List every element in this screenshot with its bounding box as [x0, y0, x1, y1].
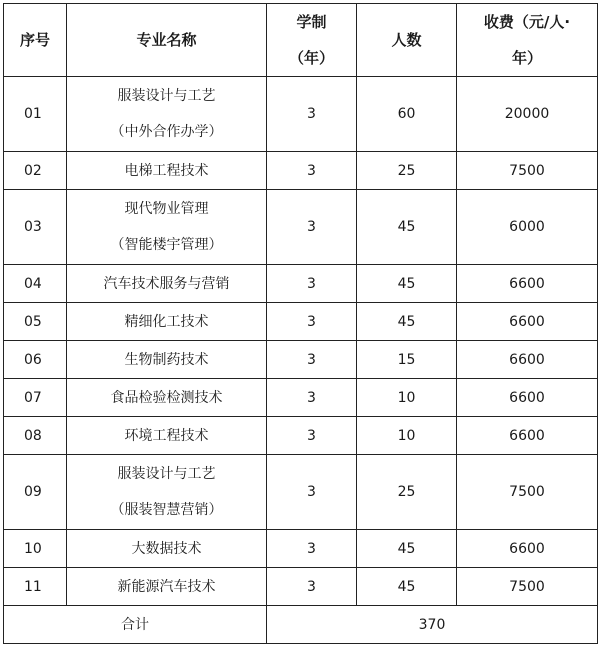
row-count: 45	[357, 530, 457, 568]
header-fee-line2: 年）	[511, 49, 542, 67]
row-count: 60	[357, 77, 457, 152]
row-count: 10	[357, 417, 457, 455]
row-seq: 05	[4, 303, 67, 341]
row-seq: 09	[4, 455, 67, 530]
row-seq: 03	[4, 190, 67, 265]
table-row	[4, 530, 598, 568]
header-count: 人数	[357, 4, 457, 77]
row-years: 3	[267, 303, 357, 341]
row-years: 3	[267, 455, 357, 530]
row-seq: 11	[4, 568, 67, 606]
row-years: 3	[267, 77, 357, 152]
row-fee: 7500	[457, 455, 598, 530]
row-count: 25	[357, 152, 457, 190]
row-major-line2: （服装智慧营销）	[110, 502, 223, 518]
row-count: 10	[357, 379, 457, 417]
row-count: 45	[357, 265, 457, 303]
total-value: 370	[267, 606, 598, 644]
row-major: 电梯工程技术	[67, 152, 267, 190]
header-duration	[267, 4, 357, 77]
header-seq: 序号	[4, 4, 67, 77]
row-count: 15	[357, 341, 457, 379]
row-count: 45	[357, 303, 457, 341]
row-years: 3	[267, 379, 357, 417]
table-row	[4, 77, 598, 152]
table-row	[4, 455, 598, 530]
table-row	[4, 379, 598, 417]
row-seq: 07	[4, 379, 67, 417]
header-row	[4, 4, 598, 77]
row-major: 新能源汽车技术	[67, 568, 267, 606]
row-major: 生物制药技术	[67, 341, 267, 379]
header-duration-line1: 学制	[296, 13, 327, 31]
table-row	[4, 190, 598, 265]
row-major: 大数据技术	[67, 530, 267, 568]
row-seq: 06	[4, 341, 67, 379]
row-seq: 08	[4, 417, 67, 455]
row-count: 45	[357, 190, 457, 265]
header-duration-line2: （年）	[288, 49, 334, 67]
total-row	[4, 606, 598, 644]
row-years: 3	[267, 341, 357, 379]
row-major	[67, 77, 267, 152]
header-fee-line1: 收费（元/人·	[483, 13, 571, 31]
row-count: 25	[357, 455, 457, 530]
table-row	[4, 265, 598, 303]
row-fee: 6000	[457, 190, 598, 265]
row-years: 3	[267, 152, 357, 190]
row-years: 3	[267, 568, 357, 606]
row-major-line2: （智能楼宇管理）	[110, 237, 223, 253]
table-row	[4, 341, 598, 379]
row-seq: 01	[4, 77, 67, 152]
row-major: 食品检验检测技术	[67, 379, 267, 417]
row-major: 环境工程技术	[67, 417, 267, 455]
row-major-line1: 服装设计与工艺	[117, 88, 216, 104]
row-years: 3	[267, 265, 357, 303]
row-major	[67, 190, 267, 265]
row-years: 3	[267, 190, 357, 265]
row-count: 45	[357, 568, 457, 606]
row-fee: 6600	[457, 379, 598, 417]
enrollment-table	[3, 3, 598, 644]
row-fee: 7500	[457, 568, 598, 606]
row-fee: 6600	[457, 530, 598, 568]
row-major: 汽车技术服务与营销	[67, 265, 267, 303]
row-seq: 04	[4, 265, 67, 303]
table-row	[4, 417, 598, 455]
header-major: 专业名称	[67, 4, 267, 77]
row-fee: 6600	[457, 303, 598, 341]
row-fee: 7500	[457, 152, 598, 190]
row-major: 精细化工技术	[67, 303, 267, 341]
row-seq: 10	[4, 530, 67, 568]
row-major-line1: 现代物业管理	[124, 201, 209, 217]
row-seq: 02	[4, 152, 67, 190]
table-row	[4, 568, 598, 606]
row-fee: 6600	[457, 265, 598, 303]
row-fee: 20000	[457, 77, 598, 152]
row-fee: 6600	[457, 341, 598, 379]
row-major-line2: （中外合作办学）	[110, 124, 223, 140]
row-major	[67, 455, 267, 530]
total-label: 合计	[4, 606, 267, 644]
row-fee: 6600	[457, 417, 598, 455]
row-major-line1: 服装设计与工艺	[117, 466, 216, 482]
row-years: 3	[267, 530, 357, 568]
table-row	[4, 303, 598, 341]
header-fee	[457, 4, 598, 77]
table-row	[4, 152, 598, 190]
row-years: 3	[267, 417, 357, 455]
